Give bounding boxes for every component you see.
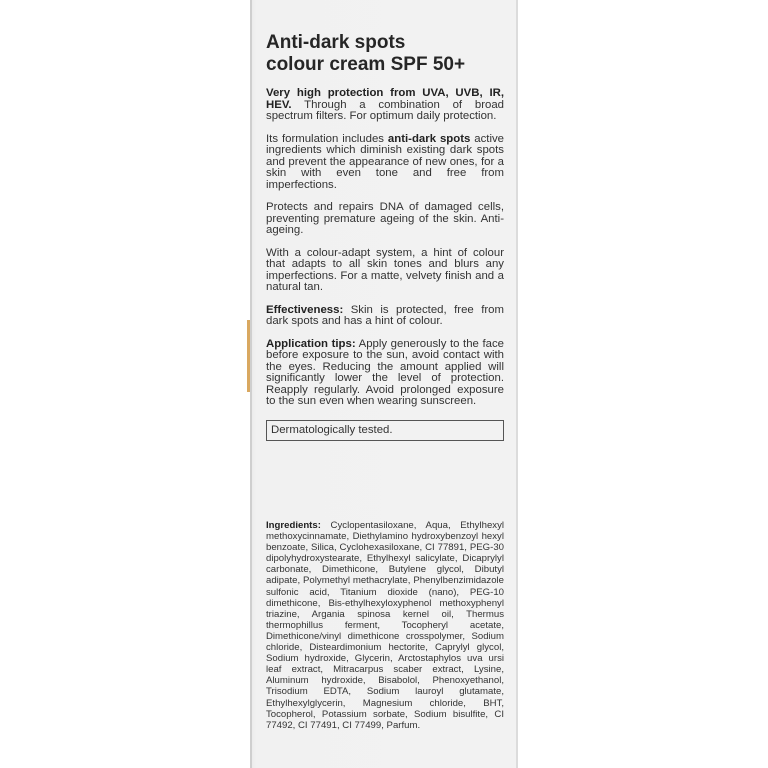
- formulation-paragraph: [266, 134, 504, 192]
- colour-adapt-paragraph: With a colour-adapt system, a hint of colour that adapts to all skin tones and blurs any imperfections. For a matte, velvety finish and a natural tan.: [266, 246, 504, 293]
- box-edge-left: [250, 0, 252, 768]
- application-tips-paragraph: [266, 339, 504, 408]
- background-right: [518, 0, 768, 768]
- product-text-panel: [266, 32, 504, 441]
- title-line-2: colour cream SPF 50+: [266, 54, 466, 75]
- effectiveness-text: Skin is protected, free from dark spots and has a hint of colour.: [266, 303, 504, 327]
- protection-heading: Very high protection from UVA, UVB, IR, HEV.: [266, 87, 504, 111]
- ingredients-text: Cyclopentasiloxane, Aqua, Ethylhexyl methoxycinnamate, Diethylamino hydroxybenzoyl hexyl benzoate, Silica, Cyclohexasiloxane, CI 77891, PEG-30 dipolyhydroxystearate, Ethylhexyl salicylate, Dicaprylyl carbonate, Dimethicone, Butylene glycol, Dibutyl adipate, Polymethyl methacrylate, Phenylbenzimidazole sulfonic acid, Titanium dioxide (nano), PEG-10 dimethicone, Bis-ethylhexyloxyphenol methoxyphenyl triazine, Argania spinosa kernel oil, Thermus thermophillus ferment, Tocopheryl acetate, Dimethicone/vinyl dimethicone crosspolymer, Sodium chloride, Disteardimonium hectorite, Caprylyl glycol, Sodium hydroxide, Glycerin, Arctostaphylos uva ursi leaf extract, Mitracarpus scaber extract, Lysine, Aluminum hydroxide, Bisabolol, Phenoxyethanol, Trisodium EDTA, Sodium lauroyl glutamate, Ethylhexylglycerin, Magnesium chloride, BHT, Tocopherol, Potassium sorbate, Sodium bisulfite, CI 77492, CI 77491, CI 77499, Parfum.: [266, 520, 504, 731]
- ingredients-list: [266, 520, 504, 731]
- ingredients-label: Ingredients:: [266, 520, 321, 531]
- protection-paragraph: [266, 88, 504, 123]
- effectiveness-heading: Effectiveness:: [266, 303, 344, 316]
- dermatologically-tested-box: Dermatologically tested.: [266, 420, 504, 441]
- protection-text: Through a combination of broad spectrum filters. For optimum daily protection.: [266, 98, 504, 122]
- background-left: [0, 0, 250, 768]
- application-tips-text: Apply generously to the face before exposure to the sun, avoid contact with the eyes. Reducing the amount applied will significantly lower the level of protection. Reapply regularly. Avoid prolonged exposure to the sun even when wearing sunscreen.: [266, 337, 504, 407]
- effectiveness-paragraph: [266, 305, 504, 328]
- title-line-1: Anti-dark spots: [266, 32, 406, 53]
- product-title: [266, 32, 504, 76]
- box-edge-right: [516, 0, 518, 768]
- tan-colour-strip: [247, 320, 250, 392]
- formulation-intro: Its formulation includes: [266, 132, 388, 145]
- formulation-highlight: anti-dark spots: [387, 132, 471, 145]
- dna-paragraph: Protects and repairs DNA of damaged cells, preventing premature ageing of the skin. Anti-ageing.: [266, 201, 504, 236]
- formulation-text: active ingredients which diminish existing dark spots and prevent the appearance of new ones, for a skin with even tone and free from imperfections.: [266, 132, 504, 191]
- application-tips-heading: Application tips:: [266, 337, 356, 350]
